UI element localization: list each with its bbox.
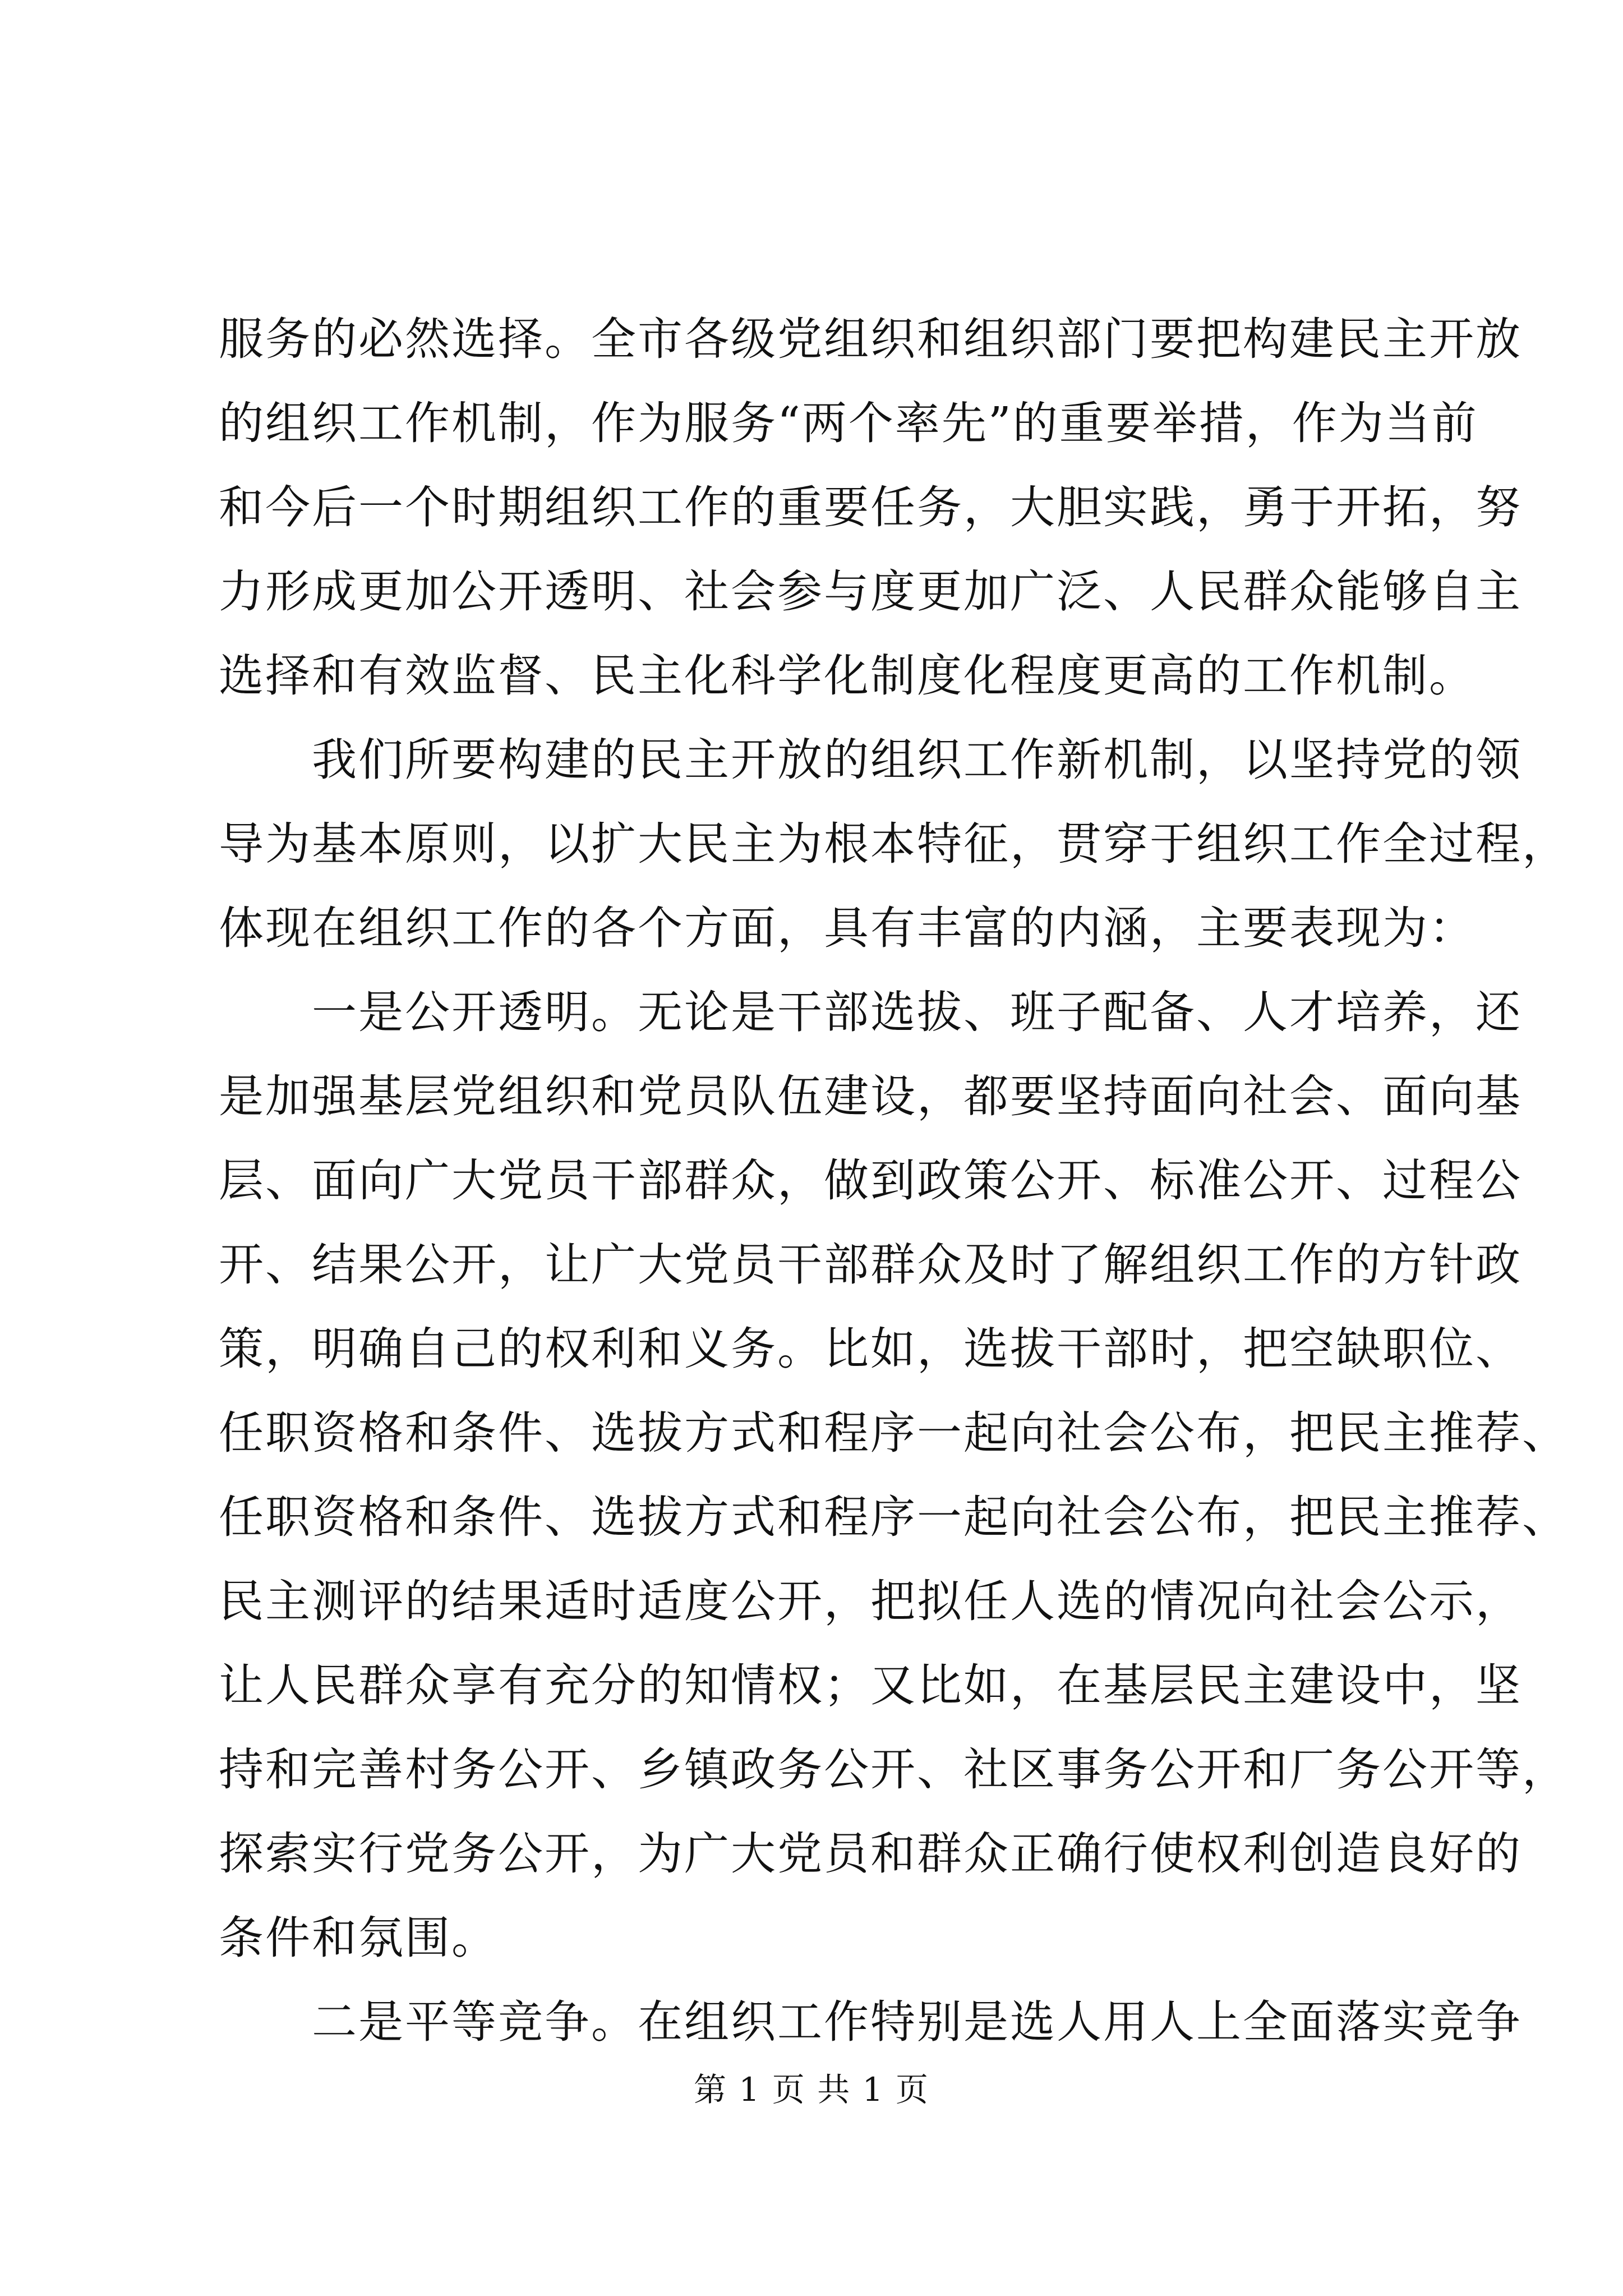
body-line: 是加强基层党组织和党员队伍建设，都要坚持面向社会、面向基 xyxy=(219,1070,1522,1122)
body-line: 一是公开透明。无论是干部选拔、班子配备、人才培养，还 xyxy=(219,986,1522,1038)
body-line: 服务的必然选择。全市各级党组织和组织部门要把构建民主开放 xyxy=(219,313,1522,365)
body-line: 二是平等竞争。在组织工作特别是选人用人上全面落实竞争 xyxy=(219,1996,1522,2048)
body-line: 开、结果公开，让广大党员干部群众及时了解组织工作的方针政 xyxy=(219,1239,1522,1291)
body-line: 策，明确自己的权利和义务。比如，选拔干部时，把空缺职位、 xyxy=(219,1323,1522,1375)
body-line: 选择和有效监督、民主化科学化制度化程度更高的工作机制。 xyxy=(219,650,1476,702)
body-line: 我们所要构建的民主开放的组织工作新机制，以坚持党的领 xyxy=(219,734,1522,786)
body-line: 导为基本原则，以扩大民主为根本特征，贯穿于组织工作全过程， xyxy=(219,818,1569,870)
body-line: 任职资格和条件、选拔方式和程序一起向社会公布，把民主推荐、 xyxy=(219,1491,1569,1543)
body-line: 和今后一个时期组织工作的重要任务，大胆实践，勇于开拓，努 xyxy=(219,481,1522,533)
body-line: 力形成更加公开透明、社会参与度更加广泛、人民群众能够自主 xyxy=(219,565,1522,618)
body-line: 民主测评的结果适时适度公开，把拟任人选的情况向社会公示， xyxy=(219,1575,1522,1627)
body-line: 持和完善村务公开、乡镇政务公开、社区事务公开和厂务公开等， xyxy=(219,1743,1569,1796)
body-line: 层、面向广大党员干部群众，做到政策公开、标准公开、过程公 xyxy=(219,1154,1522,1207)
page-number-footer: 第 1 页 共 1 页 xyxy=(694,2070,929,2109)
body-line: 让人民群众享有充分的知情权；又比如，在基层民主建设中，坚 xyxy=(219,1659,1522,1711)
body-line: 探索实行党务公开，为广大党员和群众正确行使权利创造良好的 xyxy=(219,1828,1522,1880)
body-line: 条件和氛围。 xyxy=(219,1912,498,1964)
body-line: 体现在组织工作的各个方面，具有丰富的内涵，主要表现为： xyxy=(219,902,1476,954)
body-line: 任职资格和条件、选拔方式和程序一起向社会公布，把民主推荐、 xyxy=(219,1407,1569,1459)
body-line: 的组织工作机制，作为服务“两个率先”的重要举措，作为当前 xyxy=(219,397,1478,449)
